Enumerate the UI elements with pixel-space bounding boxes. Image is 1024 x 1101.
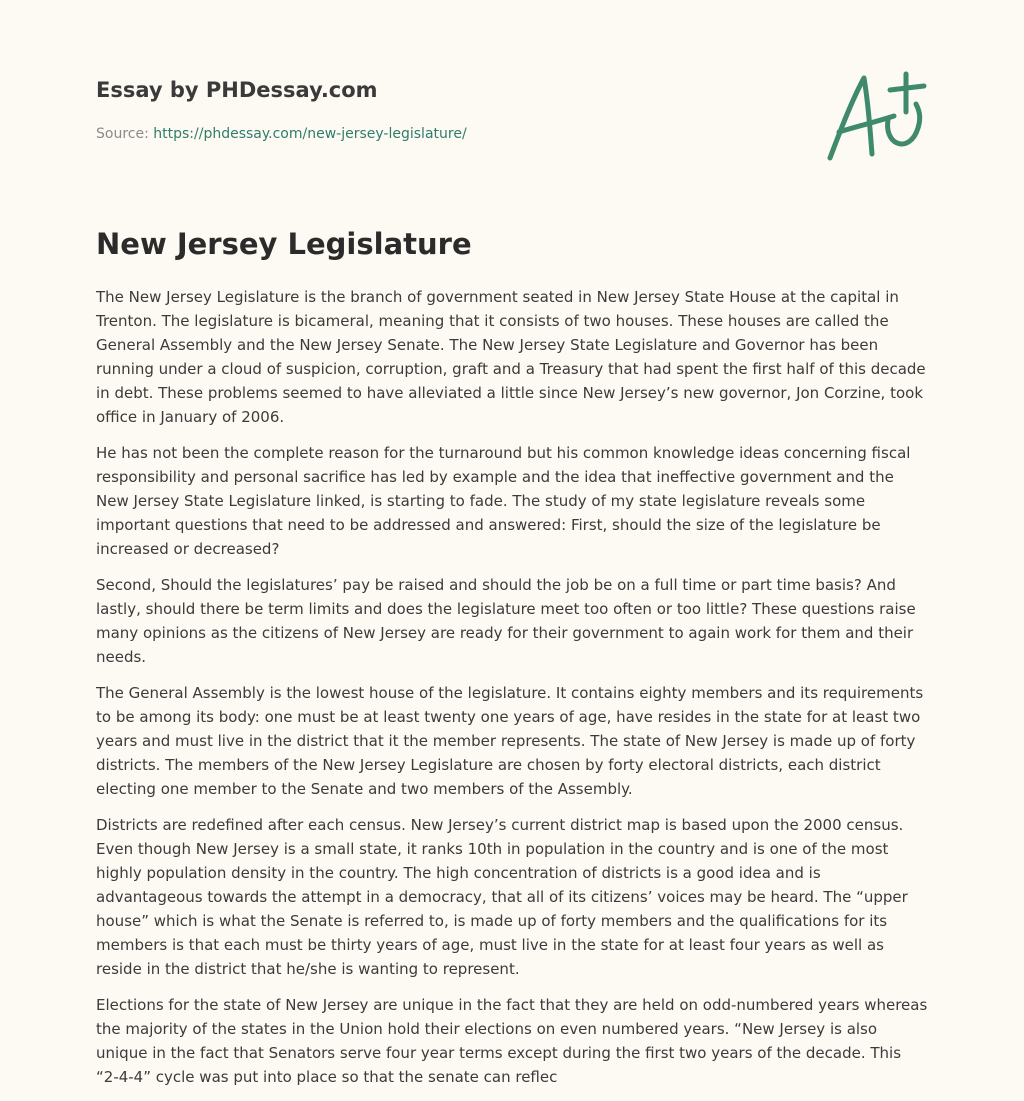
article-body: [96, 285, 928, 1101]
a-plus-grade-icon: [820, 66, 930, 166]
paragraph: Second, Should the legislatures’ pay be raised and should the job be on a full time or part time basis? And lastly, should there be term limits and does the legislature meet too often or too little? These questions raise many opinions as the citizens of New Jersey are ready for their government to again work for them and their needs.: [96, 576, 916, 666]
site-brand: Essay by PHDessay.com: [96, 78, 378, 102]
paragraph: The New Jersey Legislature is the branch of government seated in New Jersey State House at the capital in Trenton. The legislature is bicameral, meaning that it consists of two houses. These houses are called the General Assembly and the New Jersey Senate. The New Jersey State Legislature and Governor has been running under a cloud of suspicion, corruption, graft and a Treasury that had spent the first half of this decade in debt. These problems seemed to have alleviated a little since New Jersey’s new governor, Jon Corzine, took office in January of 2006.: [96, 288, 926, 426]
paragraph: The General Assembly is the lowest house of the legislature. It contains eighty members and its requirements to be among its body: one must be at least twenty one years of age, have resides in the state for at least two years and must live in the district that it the member represents. The state of New Jersey is made up of forty districts. The members of the New Jersey Legislature are chosen by forty electoral districts, each district electing one member to the Senate and two members of the Assembly.: [96, 684, 924, 798]
paragraph: Elections for the state of New Jersey are unique in the fact that they are held on odd-numbered years whereas the majority of the states in the Union hold their elections on even numbered years. “New Jersey is also unique in the fact that Senators serve four year terms except during the first two years of the decade. This “2-4-4” cycle was put into place so that the senate can reflec: [96, 996, 928, 1086]
article-title: New Jersey Legislature: [96, 227, 472, 261]
source-line: [96, 124, 796, 144]
paragraph: Districts are redefined after each census. New Jersey’s current district map is based upon the 2000 census. Even though New Jersey is a small state, it ranks 10th in population in the country and is one of the most highly population density in the country. The high concentration of districts is a good idea and is advantageous towards the attempt in a democracy, that all of its citizens’ voices may be heard. The “upper house” which is what the Senate is referred to, is made up of forty members and the qualifications for its members is that each must be thirty years of age, must live in the state for at least four years as well as reside in the district that he/she is wanting to represent.: [96, 816, 908, 978]
source-link[interactable]: https://phdessay.com/new-jersey-legislature/: [153, 126, 467, 142]
essay-header: [96, 76, 796, 144]
source-label: Source:: [96, 126, 149, 142]
paragraph: He has not been the complete reason for the turnaround but his common knowledge ideas concerning fiscal responsibility and personal sacrifice has led by example and the idea that ineffective government and the New Jersey State Legislature linked, is starting to fade. The study of my state legislature reveals some important questions that need to be addressed and answered: First, should the size of the legislature be increased or decreased?: [96, 444, 911, 558]
